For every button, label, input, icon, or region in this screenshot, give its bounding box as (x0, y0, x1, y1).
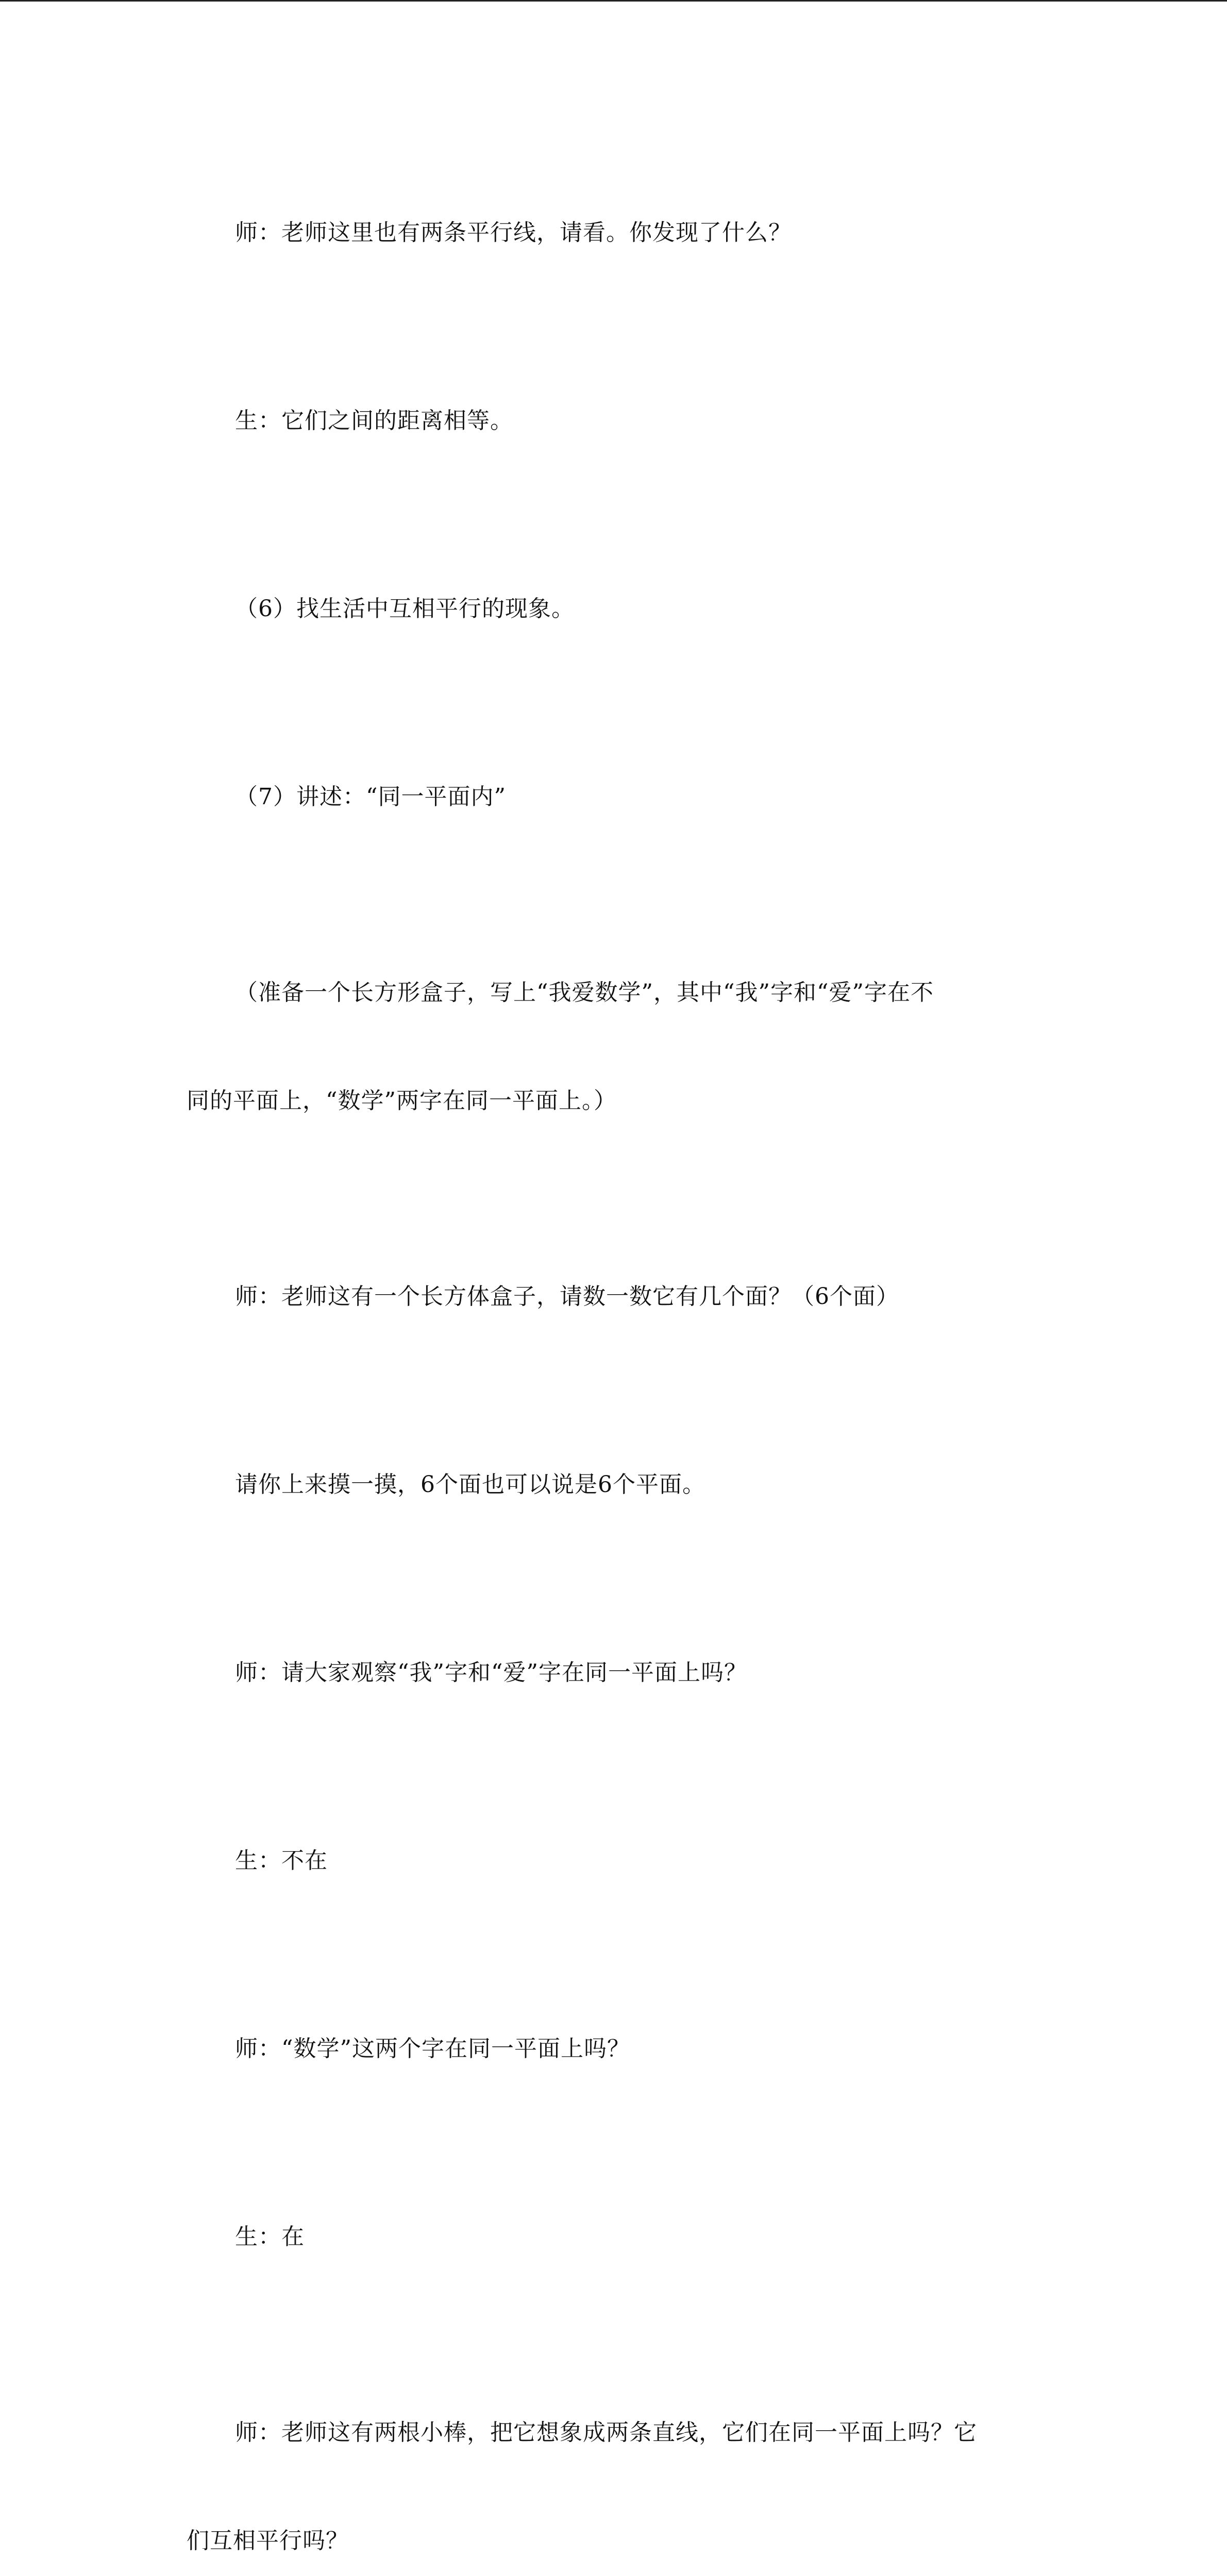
document-body (187, 150, 1041, 2576)
paragraph-line: 同的平面上，“数学”两字在同一平面上。） (187, 1088, 617, 1114)
paragraph-line: 生：它们之间的距离相等。 (235, 408, 513, 434)
paragraph (187, 1402, 1041, 1567)
paragraph (187, 1590, 1041, 1755)
paragraph (187, 715, 1041, 879)
paragraph-line: 生：不在 (235, 1848, 328, 1874)
paragraph-line: （7）讲述：“同一平面内” (235, 784, 506, 810)
paragraph (187, 903, 1041, 1191)
paragraph (187, 150, 1041, 315)
paragraph (187, 1967, 1041, 2131)
paragraph-line: 师：老师这有两根小棒，把它想象成两条直线，它们在同一平面上吗？它 (235, 2419, 977, 2446)
paragraph-line: 请你上来摸一摸，6个面也可以说是6个平面。 (235, 1471, 705, 1498)
paragraph-line: 们互相平行吗？ (187, 2528, 349, 2554)
paragraph-line: 师：“数学”这两个字在同一平面上吗？ (235, 2036, 630, 2062)
paragraph (187, 338, 1041, 503)
paragraph-line: 师：老师这里也有两条平行线，请看。你发现了什么？ (235, 219, 792, 246)
paragraph-line: 师：请大家观察“我”字和“爱”字在同一平面上吗？ (235, 1659, 747, 1686)
paragraph (187, 2155, 1041, 2319)
paragraph (187, 2343, 1041, 2576)
paragraph-line: （6）找生活中互相平行的现象。 (235, 596, 575, 622)
paragraph (187, 527, 1041, 691)
paragraph-line: 师：老师这有一个长方体盒子，请数一数它有几个面？（6个面） (235, 1283, 899, 1310)
paragraph (187, 1778, 1041, 1943)
paragraph-line: （准备一个长方形盒子，写上“我爱数学”，其中“我”字和“爱”字在不 (235, 979, 934, 1006)
paragraph-line: 生：在 (235, 2224, 305, 2250)
page-top-border (0, 0, 1227, 2)
paragraph (187, 1214, 1041, 1379)
